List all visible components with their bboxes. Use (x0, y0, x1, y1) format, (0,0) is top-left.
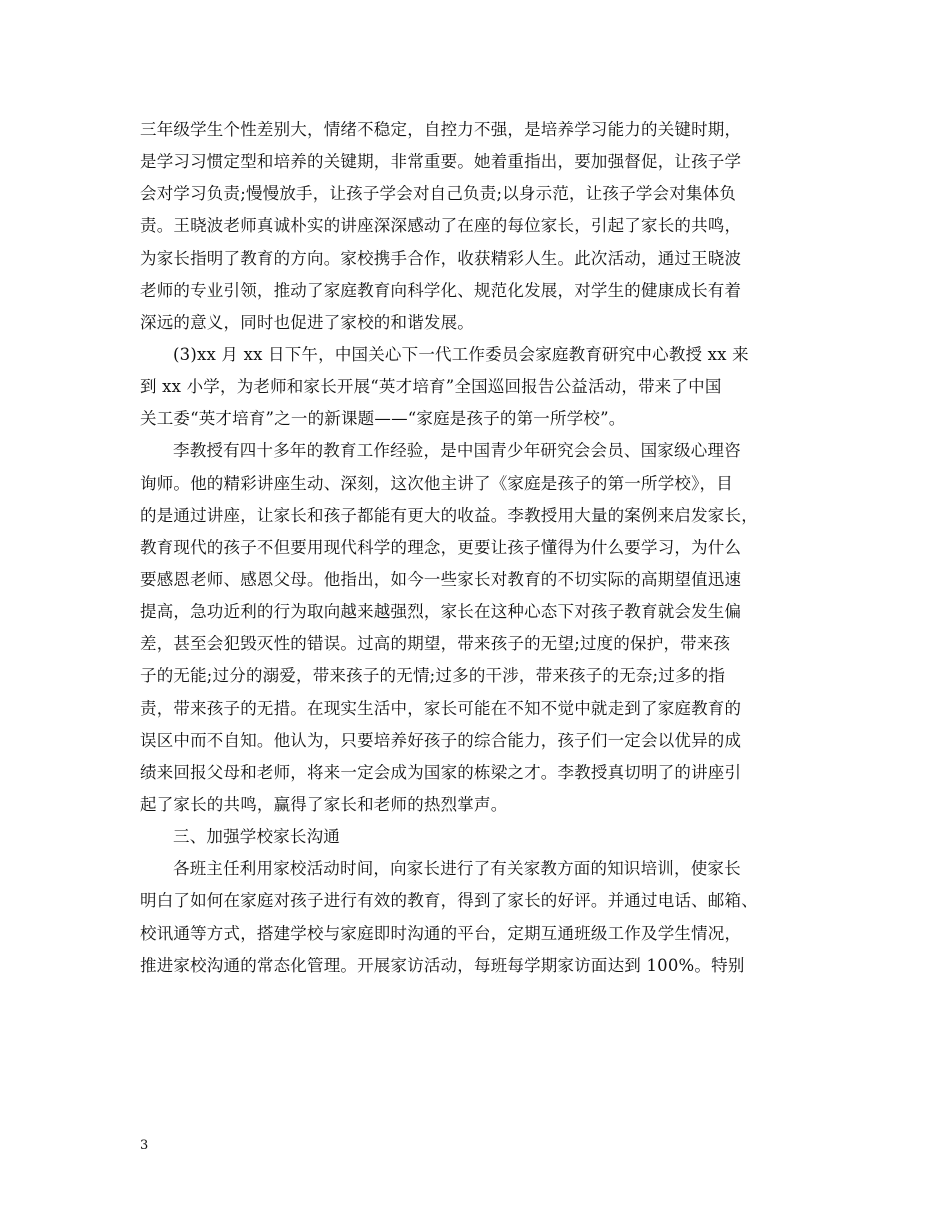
text-line: 责。王晓波老师真诚朴实的讲座深深感动了在座的每位家长，引起了家长的共鸣， (140, 216, 742, 236)
text-line: 关工委“英才培育”之一的新课题——“家庭是孩子的第一所学校”。 (140, 409, 626, 429)
text-line: 是学习习惯定型和培养的关键期，非常重要。她着重指出，要加强督促，让孩子学 (140, 152, 742, 172)
text-line: 李教授有四十多年的教育工作经验，是中国青少年研究会会员、国家级心理咨 (173, 441, 741, 461)
text-line: 询师。他的精彩讲座生动、深刻，这次他主讲了《家庭是孩子的第一所学校》，目 (140, 473, 733, 493)
text-line: 为家长指明了教育的方向。家校携手合作，收获精彩人生。此次活动，通过王晓波 (140, 248, 742, 268)
text-line: 各班主任利用家校活动时间，向家长进行了有关家教方面的知识培训，使家长 (173, 859, 741, 879)
text-line: 深远的意义，同时也促进了家校的和谐发展。 (140, 312, 474, 332)
text-line: 子的无能;过分的溺爱，带来孩子的无情;过多的干涉，带来孩子的无奈;过多的指 (140, 666, 726, 686)
text-line: 的是通过讲座，让家长和孩子都能有更大的收益。李教授用大量的案例来启发家长， (140, 505, 758, 525)
text-line: 三年级学生个性差别大，情绪不稳定，自控力不强，是培养学习能力的关键时期， (140, 120, 742, 139)
text-line: 会对学习负责;慢慢放手，让孩子学会对自己负责;以身示范，让孩子学会对集体负 (140, 184, 737, 204)
text-line: 责，带来孩子的无措。在现实生活中，家长可能在不知不觉中就走到了家庭教育的 (140, 698, 742, 718)
text-line: (3)xx 月 xx 日下午，中国关心下一代工作委员会家庭教育研究中心教授 xx 来 (173, 344, 749, 364)
text-line: 差，甚至会犯毁灭性的错误。过高的期望，带来孩子的无望;过度的保护，带来孩 (140, 634, 731, 654)
text-line: 绩来回报父母和老师，将来一定会成为国家的栋梁之才。李教授真切明了的讲座引 (140, 762, 742, 782)
text-line: 误区中而不自知。他认为，只要培养好孩子的综合能力，孩子们一定会以优异的成 (140, 730, 742, 750)
text-line: 老师的专业引领，推动了家庭教育向科学化、规范化发展，对学生的健康成长有着 (140, 280, 742, 300)
text-line: 要感恩老师、感恩父母。他指出，如今一些家长对教育的不切实际的高期望值迅速 (140, 569, 742, 589)
text-line: 起了家长的共鸣，赢得了家长和老师的热烈掌声。 (140, 794, 508, 814)
text-line: 三、加强学校家长沟通 (173, 827, 340, 847)
text-line: 明白了如何在家庭对孩子进行有效的教育，得到了家长的好评。并通过电话、邮箱、 (140, 891, 758, 911)
page-number: 3 (140, 1138, 149, 1153)
text-line: 到 xx 小学，为老师和家长开展“英才培育”全国巡回报告公益活动，带来了中国 (140, 377, 722, 397)
text-line: 推进家校沟通的常态化管理。开展家访活动，每班每学期家访面达到 100%。特别 (140, 955, 745, 975)
text-line: 校讯通等方式，搭建学校与家庭即时沟通的平台，定期互通班级工作及学生情况， (140, 923, 742, 943)
text-line: 提高，急功近利的行为取向越来越强烈，家长在这种心态下对孩子教育就会发生偏 (140, 602, 742, 622)
document-body (140, 114, 830, 982)
text-line: 教育现代的孩子不但要用现代科学的理念，更要让孩子懂得为什么要学习，为什么 (140, 537, 742, 557)
